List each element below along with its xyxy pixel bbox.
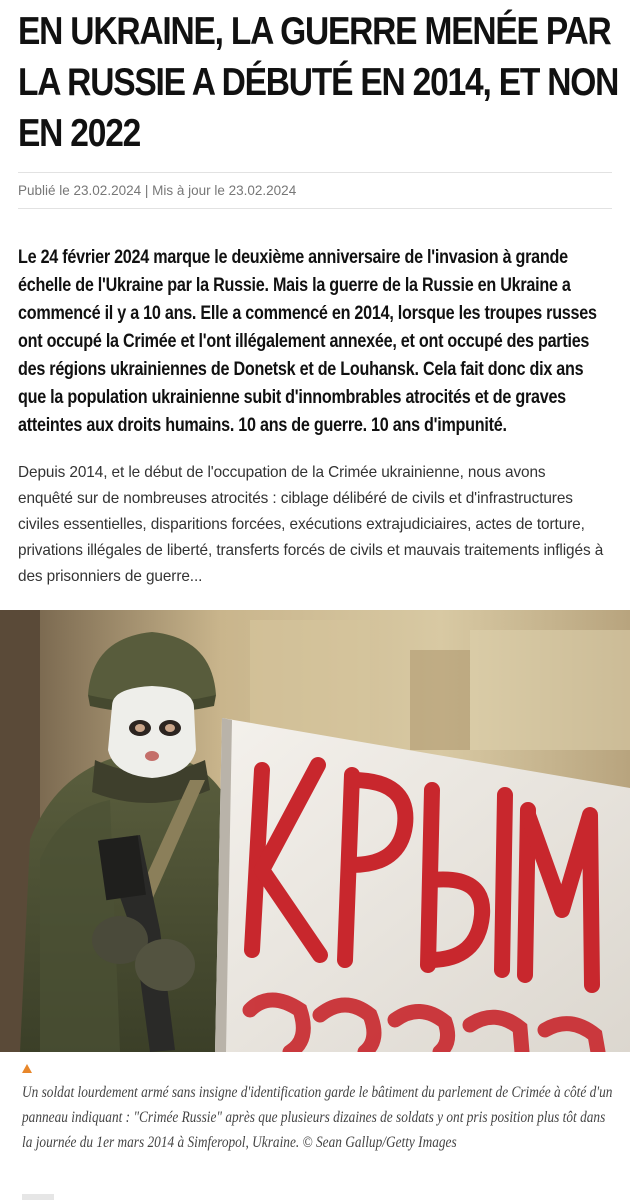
meta-divider-top (18, 172, 612, 173)
article-headline: EN UKRAINE, LA GUERRE MENÉE PAR LA RUSSIE A DÉBUTÉ EN 2014, ET NON EN 2022 (18, 10, 619, 155)
article-body-paragraph: Depuis 2014, et le début de l'occupation de la Crimée ukrainienne, nous avons enquêté sur de nombreuses atrocités : ciblage délibéré de civils et d'infrastructures civiles essentielles, disparitions forcées, exécutions extrajudiciaires, actes de torture, privations illégales de liberté, transferts forcés de civils et mauvais traitements infligés à des prisonniers de guerre... (18, 464, 604, 585)
photo-caption: Un soldat lourdement armé sans insigne d'identification garde le bâtiment du parlement de Crimée à côté d'un panneau indiquant : "Crimée Russie" après que plusieurs dizaines de soldats y ont pris position plus tôt dans la journée du 1er mars 2014 à Simferopol, Ukraine. © Sean Gallup/Getty Images (22, 1084, 613, 1151)
caption-marker-icon (22, 1064, 32, 1073)
article-photo (0, 610, 630, 1052)
publication-date: Publié le 23.02.2024 | Mis à jour le 23.02.2024 (18, 183, 297, 198)
meta-divider-bottom (18, 208, 612, 209)
article-lead: Le 24 février 2024 marque le deuxième anniversaire de l'invasion à grande échelle de l'Ukraine par la Russie. Mais la guerre de la Russie en Ukraine a commencé il y a 10 ans. Elle a commencé en 2014, lorsque les troupes russes ont occupé la Crimée et l'ont illégalement annexée, et ont occupé des parties des régions ukrainiennes de Donetsk et de Louhansk. Cela fait donc dix ans que la population ukrainienne subit d'innombrables atrocités et de graves atteintes aux droits humains. 10 ans de guerre. 10 ans d'impunité. (18, 247, 597, 436)
next-element-stub (22, 1194, 54, 1200)
soldier-photo-illustration (0, 610, 630, 1052)
